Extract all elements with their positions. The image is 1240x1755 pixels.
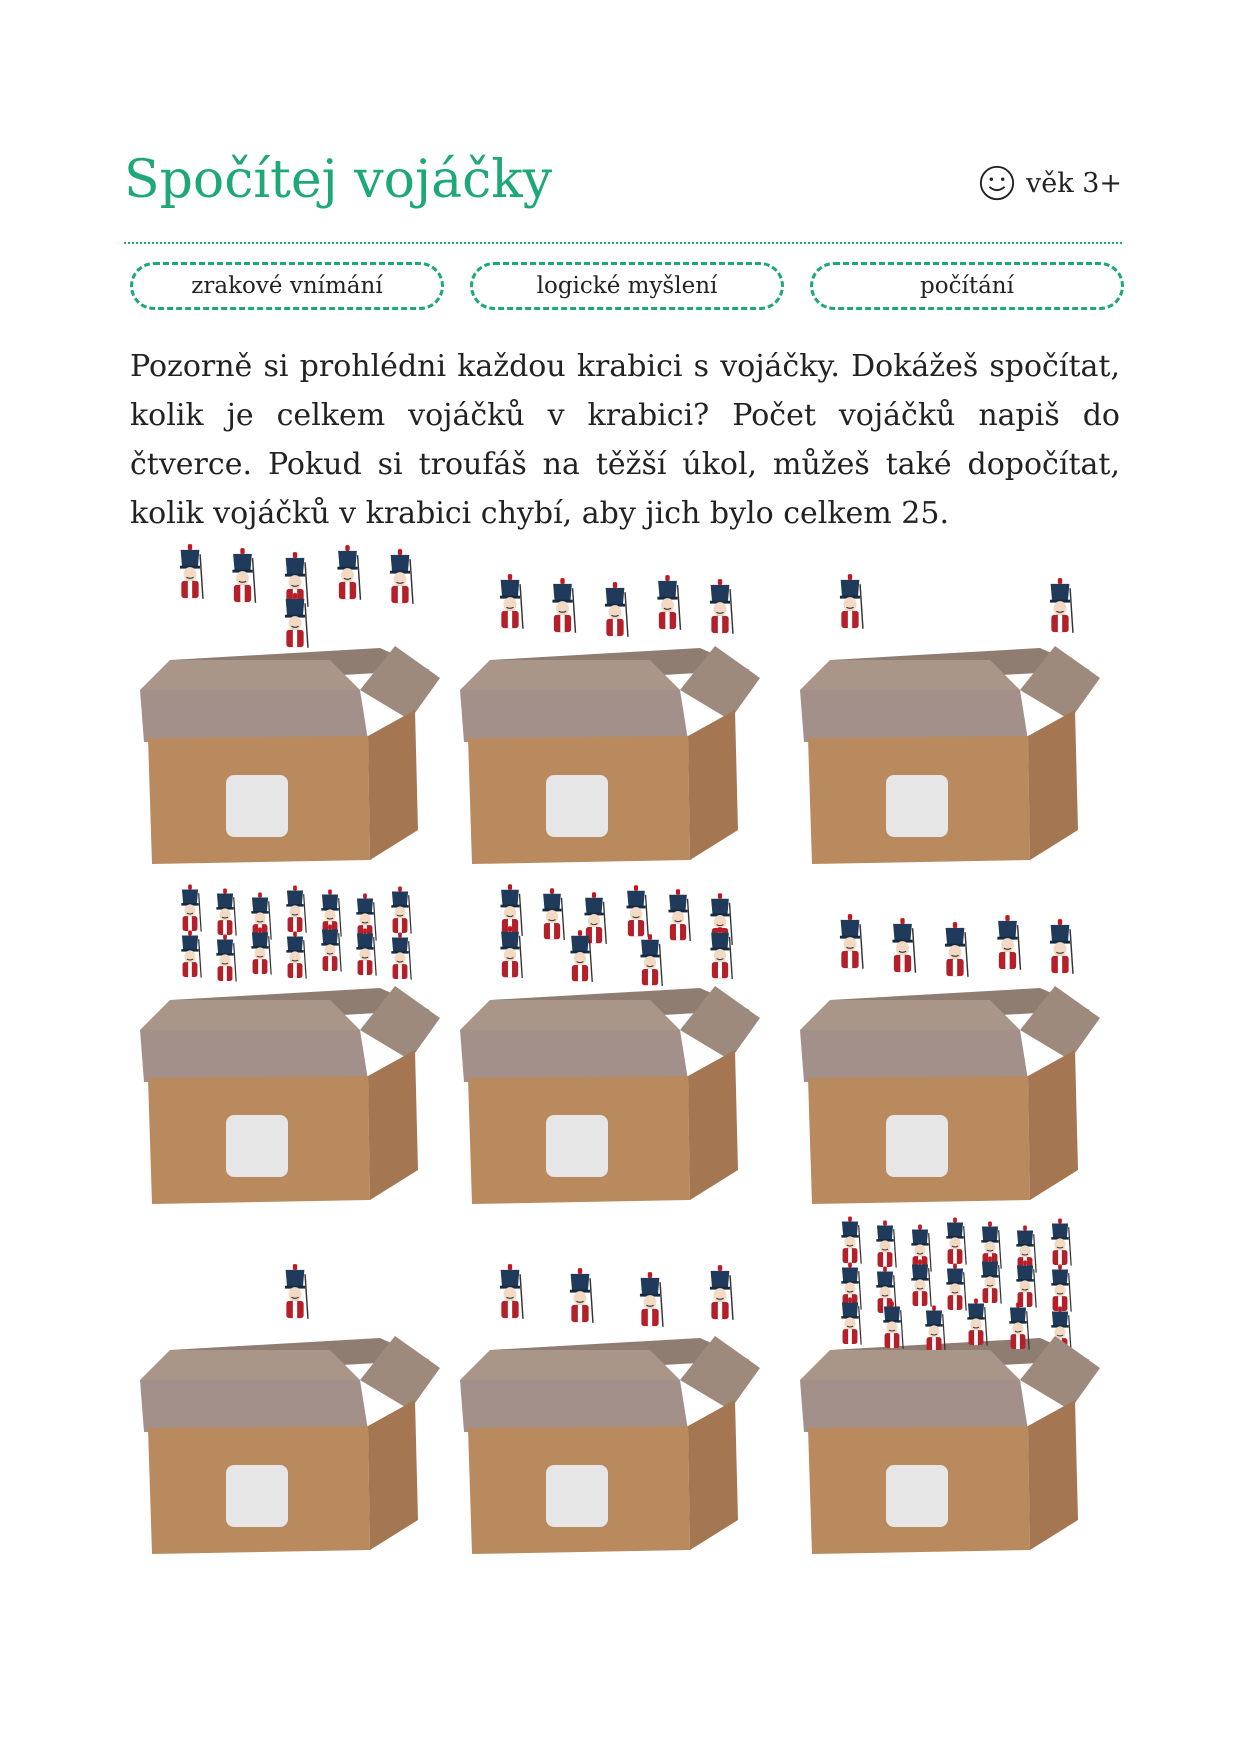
- answer-square[interactable]: [886, 1465, 948, 1527]
- box-lid-flap: [140, 1380, 368, 1432]
- instructions-text: Pozorně si prohlédni každou krabici s vojáčky. Dokážeš spočítat, kolik je celkem vojáčků v krabici? Počet vojáčků napiš do čtverce. Pokud si troufáš na těžší úkol, můžeš také dopočítat, kolik vojáčků v krabici chybí, aby jich bylo celkem 25.: [130, 349, 1120, 531]
- answer-square[interactable]: [546, 1465, 608, 1527]
- box-side: [1028, 1050, 1078, 1200]
- box-front-flap: [140, 660, 360, 690]
- soldier-figure: [321, 925, 341, 972]
- box-front-flap: [800, 660, 1020, 690]
- box-side: [368, 710, 418, 860]
- soldiers-group: [285, 1264, 308, 1319]
- soldier-figure: [285, 1264, 308, 1319]
- soldier-figure: [841, 1298, 861, 1345]
- soldier-figure: [605, 582, 628, 637]
- soldier-box-1: [130, 560, 460, 900]
- box-side: [1028, 1400, 1078, 1550]
- box-front-flap: [460, 1000, 680, 1030]
- soldier-figure: [640, 1272, 663, 1327]
- box-side: [368, 1050, 418, 1200]
- soldier-figure: [232, 548, 255, 603]
- soldier-figure: [1016, 1261, 1036, 1308]
- soldier-figure: [945, 922, 968, 977]
- soldiers-group: [840, 914, 1073, 977]
- soldier-figure: [883, 1302, 903, 1349]
- box-lid-flap: [460, 690, 688, 742]
- soldier-figure: [552, 578, 575, 633]
- soldiers-group: [180, 544, 413, 648]
- box-lid-flap: [460, 1380, 688, 1432]
- soldier-box-3: [790, 560, 1120, 900]
- box-side: [1028, 710, 1078, 860]
- soldier-figure: [181, 931, 201, 978]
- soldier-box-2: [450, 560, 780, 900]
- box-front-flap: [140, 1000, 360, 1030]
- smiley-icon: [978, 164, 1016, 202]
- soldier-figure: [285, 593, 308, 648]
- box-front-flap: [800, 1000, 1020, 1030]
- soldier-figure: [840, 574, 863, 629]
- soldier-figure: [356, 929, 376, 976]
- soldier-box-4: [130, 900, 460, 1240]
- box-front-flap: [800, 1350, 1020, 1380]
- soldier-figure: [981, 1257, 1001, 1304]
- skill-tags: [130, 262, 1124, 310]
- soldier-figure: [251, 928, 271, 975]
- tag-logical-thinking: logické myšlení: [470, 262, 784, 310]
- soldier-figure: [840, 914, 863, 969]
- answer-square[interactable]: [546, 1115, 608, 1177]
- age-indicator: [978, 164, 1122, 202]
- tag-visual-perception: zrakové vnímání: [130, 262, 444, 310]
- soldier-figure: [1050, 919, 1073, 974]
- box-lid-flap: [800, 690, 1028, 742]
- soldier-figure: [1050, 578, 1073, 633]
- answer-square[interactable]: [226, 1115, 288, 1177]
- soldier-figure: [500, 926, 522, 978]
- box-side: [368, 1400, 418, 1550]
- box-side: [688, 710, 738, 860]
- box-lid-flap: [140, 690, 368, 742]
- page-title: Spočítej vojáčky: [124, 150, 553, 210]
- header-divider: [124, 242, 1122, 244]
- soldier-figure: [946, 1264, 966, 1311]
- soldier-figure: [997, 915, 1020, 970]
- answer-square[interactable]: [226, 775, 288, 837]
- soldiers-group: [181, 885, 411, 982]
- soldier-figure: [911, 1260, 931, 1307]
- tag-counting: počítání: [810, 262, 1124, 310]
- soldier-figure: [1051, 1265, 1071, 1312]
- soldier-figure: [500, 574, 523, 629]
- soldier-figure: [710, 927, 732, 979]
- soldier-figure: [967, 1299, 987, 1346]
- age-label: věk 3+: [1026, 167, 1122, 199]
- box-grid: [130, 560, 1120, 1620]
- answer-square[interactable]: [226, 1465, 288, 1527]
- box-front-flap: [140, 1350, 360, 1380]
- soldier-figure: [710, 579, 733, 634]
- soldier-box-7: [130, 1250, 460, 1590]
- box-front-flap: [460, 1350, 680, 1380]
- soldier-box-5: [450, 900, 780, 1240]
- box-lid-flap: [800, 1030, 1028, 1082]
- soldier-figure: [391, 933, 411, 980]
- soldier-figure: [390, 549, 413, 604]
- soldiers-group: [500, 884, 732, 986]
- soldier-figure: [337, 545, 360, 600]
- soldier-figure: [570, 1268, 593, 1323]
- soldier-figure: [180, 544, 203, 599]
- soldier-box-8: [450, 1250, 780, 1590]
- answer-square[interactable]: [546, 775, 608, 837]
- soldiers-group: [840, 574, 1073, 633]
- soldier-figure: [892, 918, 915, 973]
- box-lid-flap: [800, 1380, 1028, 1432]
- answer-square[interactable]: [886, 775, 948, 837]
- soldiers-group: [500, 1264, 733, 1327]
- soldier-figure: [286, 932, 306, 979]
- soldier-figure: [640, 934, 662, 986]
- soldier-figure: [657, 575, 680, 630]
- box-front-flap: [460, 660, 680, 690]
- box-side: [688, 1400, 738, 1550]
- soldier-box-6: [790, 900, 1120, 1240]
- answer-square[interactable]: [886, 1115, 948, 1177]
- soldier-figure: [216, 935, 236, 982]
- soldier-box-9: [790, 1250, 1120, 1590]
- box-lid-flap: [460, 1030, 688, 1082]
- box-side: [688, 1050, 738, 1200]
- soldier-figure: [500, 1264, 523, 1319]
- soldier-figure: [710, 1265, 733, 1320]
- soldiers-group: [500, 574, 733, 637]
- box-lid-flap: [140, 1030, 368, 1082]
